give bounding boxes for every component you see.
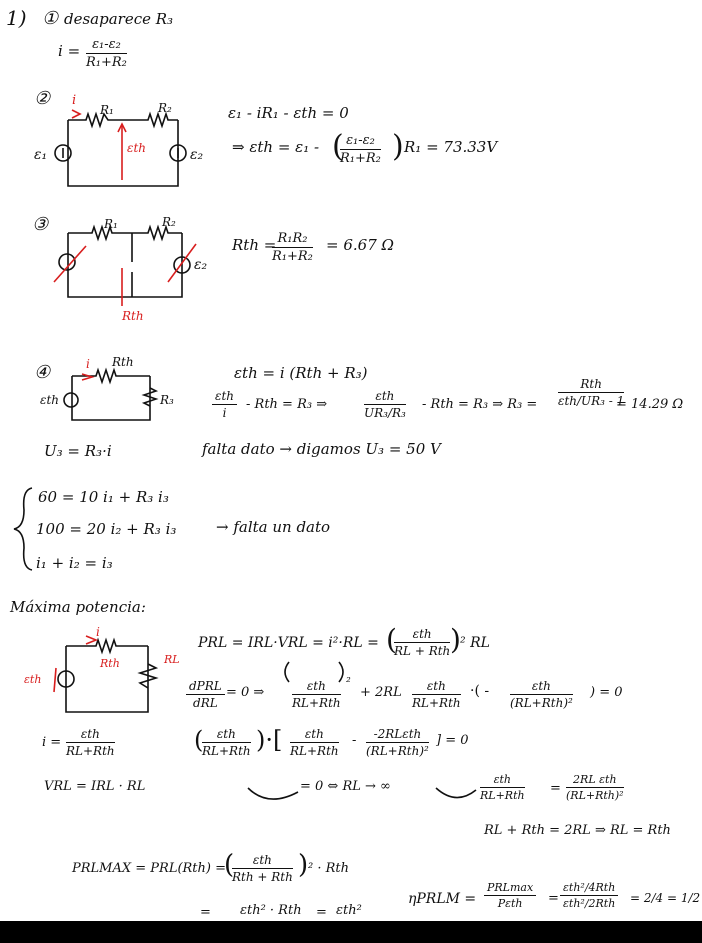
step3-eq-prefix: Rth = [232,236,277,254]
mp-deriv-t1-sup: ² [346,675,351,689]
step4-eth-label: εth [40,393,59,407]
mp-deriv-lhs-den: dRL [193,696,218,710]
mp-branch2-rden: (RL+Rth)² [566,789,624,802]
step4-eq2-b: - Rth = R₃ ⇒ [246,397,328,412]
step1-i: i = [58,42,81,60]
mp-fact-c-den: (RL+Rth)² [366,744,429,758]
mp-rth-label: Rth [100,657,120,670]
step4-r3-label: R₃ [160,393,174,407]
mp-branch1: = 0 ⇔ RL → ∞ [300,779,391,794]
system-line2: 100 = 20 i₂ + R₃ i₃ [36,520,177,538]
step2-eth-label: εth [127,141,146,155]
system-line1: 60 = 10 i₁ + R₃ i₃ [38,488,169,506]
step2-eq1: ε₁ - iR₁ - εth = 0 [228,104,349,122]
step2-den: R₁+R₂ [340,151,381,166]
mp-pmax-paren-close: ) [298,850,309,880]
mp-pmax-suffix: ² · Rth [308,861,349,876]
mp-branch2-num: εth [480,774,525,788]
mp-fact-c-num: -2RLεth [366,728,429,743]
mp-deriv-t3-den: (RL+Rth)² [510,696,573,710]
step2-marker: ② [34,88,51,109]
step3-e2-label: ε₂ [194,257,208,273]
mp-fact-b-num: εth [290,728,339,743]
step2-eq2-suffix: R₁ = 73.33V [404,138,498,156]
mp-v-rl: VRL = IRL · RL [44,779,146,794]
mp-eff-lhs: ηPRLM = [408,891,477,907]
mp-fact-minus: - [352,733,357,748]
mp-p-paren-open: ( [386,623,397,656]
mp-eth-label: εth [24,673,42,686]
step3-rth-label: Rth [122,309,144,323]
mp-deriv-plus: + 2RL [360,685,402,700]
step3-r2-label: R₂ [162,215,176,229]
mp-i-den: RL+Rth [66,744,115,758]
mp-deriv-t2-den: RL+Rth [412,696,461,710]
system-note: → falta un dato [216,518,331,536]
step3-r1-label: R₁ [104,217,118,231]
mp-deriv-mid: = 0 ⇒ [226,685,265,700]
step3-den: R₁+R₂ [272,249,313,264]
mp-fact-a [202,728,251,757]
mp-i-lhs: i = [42,735,62,750]
mp-eff-eq: = [548,891,559,906]
circuit-step4 [64,370,156,420]
step4-frac-c-den: UR₃/R₃ [364,406,406,420]
step4-frac-a [212,390,237,419]
step3-marker: ③ [32,214,49,235]
step4-missing: falta dato → digamos U₃ = 50 V [202,440,441,458]
mp-deriv-lhs [186,680,225,709]
mp-i-label: i [96,625,100,639]
mp-deriv-t3 [510,680,573,709]
step2-r1-label: R₁ [100,103,114,117]
mp-p-suffix: ² RL [460,635,490,651]
step2-num: ε₁-ε₂ [340,134,381,150]
step4-rth-label: Rth [112,355,134,369]
mp-p-paren-close: ) [450,623,461,656]
step2-e1-label: ε₁ [34,147,48,163]
step2-fraction [340,134,381,165]
mp-deriv-t1-num: εth [292,680,341,695]
mp-fact-a-num: εth [202,728,251,743]
system-line3: i₁ + i₂ = i₃ [36,554,113,572]
circuit-max-power [58,640,156,712]
circuit-step2 [55,114,186,186]
mp-deriv-lhs-num: dPRL [186,680,225,695]
mp-eff-val: = 2/4 = 1/2 [630,891,701,905]
mp-i-num: εth [66,728,115,743]
mp-pmax-num: εth [232,854,293,869]
mp-eff-num2: εth²/4Rth [560,882,618,896]
mp-branch2-den: RL+Rth [480,789,525,802]
step4-frac-e [558,378,624,407]
step4-frac-e-den: εth/UR₃ - 1 [558,394,625,408]
mp-branch2-frac [480,774,525,801]
step2-paren-close: ) [392,129,404,164]
mp-eff-frac [484,882,536,909]
step1-title: desaparece R₃ [64,10,174,28]
mp-deriv-t2 [412,680,461,709]
mp-p-num: εth [394,628,450,643]
step2-paren-open: ( [332,129,344,164]
mp-deriv-t1-den: RL+Rth [292,696,341,710]
mp-deriv-t3-num: εth [510,680,573,695]
mp-branch2-eq: = [550,781,561,796]
mp-pmax2-lhs: = [200,905,211,920]
mp-deriv-t1 [292,680,341,709]
step2-eq2-prefix: ⇒ εth = ε₁ - [232,138,320,156]
step3-num: R₁R₂ [272,232,313,248]
mp-result: RL + Rth = 2RL ⇒ RL = Rth [484,823,671,838]
mp-pmax-den: Rth + Rth [232,870,293,884]
mp-fact-b-den: RL+Rth [290,744,339,758]
step4-i-label: i [86,357,90,371]
step1-den: R₁+R₂ [86,55,127,70]
mp-deriv-t2-num: εth [412,680,461,695]
mp-pmax-paren-open: ( [224,850,235,880]
step4-frac-c [364,390,406,419]
step4-frac-a-num: εth [212,390,237,405]
mp-pmax2-eq: = [316,905,327,920]
max-power-title: Máxima potencia: [10,598,146,616]
step4-marker: ④ [34,362,51,383]
problem-number: 1) [6,6,27,30]
circuit-step3 [59,227,190,297]
step3-eq-suffix: = 6.67 Ω [326,236,394,254]
step1-num: ε₁-ε₂ [86,38,127,54]
mp-eff-den: Pεth [497,897,523,910]
step4-u3: U₃ = R₃·i [44,442,112,460]
step1-fraction [86,38,127,69]
mp-fact-end: ] = 0 [436,733,469,748]
mp-fact-a-den: RL+Rth [202,744,251,758]
mp-eff-den2: εth²/2Rth [563,897,616,910]
mp-rl-label: RL [164,653,180,666]
mp-fact-c [366,728,429,757]
mp-eff-frac2 [560,882,618,909]
step2-i-label: i [72,93,77,108]
mp-fact-bracket: )·[ [256,726,283,754]
mp-pmax2-rnum: εth² [336,903,362,918]
step4-frac-c-num: εth [364,390,406,405]
step2-e2-label: ε₂ [190,147,204,163]
mp-deriv-end: ) = 0 [590,685,623,700]
mp-pmax-lhs: PRLMAX = PRL(Rth) = [72,861,227,876]
mp-p-eq: PRL = IRL·VRL = i²·RL = [198,635,379,651]
mp-fact-b [290,728,339,757]
step2-r2-label: R₂ [158,101,172,115]
mp-p-den: RL + Rth [394,644,451,658]
mp-deriv-paren: ·( - [470,683,490,699]
mp-branch2-rnum: 2RL εth [566,774,624,788]
mp-pmax-frac [232,854,293,883]
step4-frac-e-num: Rth [558,378,624,393]
mp-i-frac [66,728,115,757]
bottom-bar [0,921,702,943]
step4-eq2-d: - Rth = R₃ ⇒ R₃ = [422,397,538,412]
mp-p-frac [394,628,450,657]
step4-result: = 14.29 Ω [616,397,684,412]
step4-frac-a-den: i [222,406,227,420]
mp-pmax2-num: εth² · Rth [240,903,302,918]
mp-branch2-rfrac [566,774,624,801]
mp-eff-num: PRLmax [484,882,536,896]
step4-eq1: εth = i (Rth + R₃) [234,364,368,382]
step3-fraction [272,232,313,263]
mp-fact-paren-open: ( [194,726,204,754]
step1-marker: ① [42,8,59,29]
